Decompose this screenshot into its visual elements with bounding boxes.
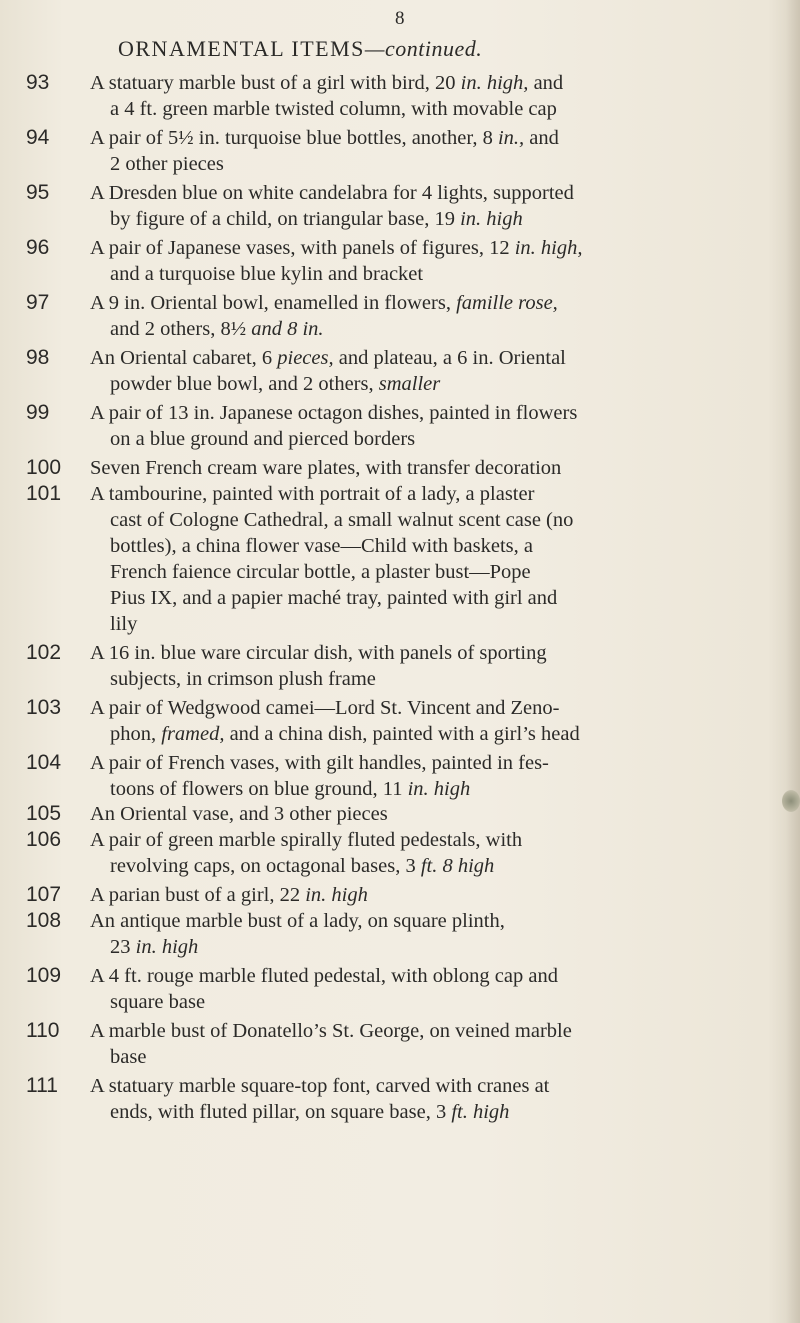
lot-number: 99 [26, 401, 50, 424]
lot-description-line: A tambourine, painted with portrait of a lady, a plaster [90, 483, 535, 505]
lot-description-line: A 4 ft. rouge marble fluted pedestal, with oblong cap and [90, 965, 558, 987]
lot-description-line: by figure of a child, on triangular base, 19 in. high [110, 208, 523, 230]
lot-description-line: A pair of 13 in. Japanese octagon dishes, painted in flowers [90, 402, 578, 424]
lot-description-line: and a turquoise blue kylin and bracket [110, 263, 424, 285]
lot-description [90, 882, 790, 908]
lot-description-line: Seven French cream ware plates, with transfer decoration [90, 457, 562, 479]
lot-description-line: A pair of 5½ in. turquoise blue bottles, another, 8 in., and [90, 127, 559, 149]
lot-number: 100 [26, 456, 62, 479]
lot-description [90, 695, 790, 747]
lot-description [90, 400, 790, 452]
lot-description-line: bottles), a china flower vase—Child with baskets, a [110, 535, 533, 557]
lot-description-line: An antique marble bust of a lady, on square plinth, [90, 910, 505, 932]
lot-description-line: A pair of French vases, with gilt handles, painted in fes- [90, 752, 549, 774]
lot-description-line: A 9 in. Oriental bowl, enamelled in flowers, famille rose, [90, 292, 558, 314]
lot-number: 101 [26, 482, 62, 505]
lot-description-line: An Oriental vase, and 3 other pieces [90, 803, 388, 825]
running-head-title: ORNAMENTAL ITEMS [118, 36, 365, 61]
lot-description-line: French faience circular bottle, a plaster bust—Pope [110, 561, 531, 583]
lot-description-line: A pair of Japanese vases, with panels of figures, 12 in. high, [90, 237, 583, 259]
lot-number: 105 [26, 802, 62, 825]
lot-description [90, 345, 790, 397]
lot-number: 107 [26, 883, 62, 906]
lot-description-line: A 16 in. blue ware circular dish, with panels of sporting [90, 642, 547, 664]
lot-description-line: An Oriental cabaret, 6 pieces, and plateau, a 6 in. Oriental [90, 347, 566, 369]
lot-description [90, 908, 790, 960]
lot-description [90, 640, 790, 692]
lot-number: 111 [26, 1074, 58, 1097]
lot-number: 102 [26, 641, 62, 664]
lot-number: 103 [26, 696, 62, 719]
lot-number: 108 [26, 909, 62, 932]
lot-description-line: A statuary marble bust of a girl with bird, 20 in. high, and [90, 72, 564, 94]
lot-description-line: Pius IX, and a papier maché tray, painted with girl and [110, 587, 558, 609]
lot-description-line: toons of flowers on blue ground, 11 in. high [110, 778, 471, 800]
lot-description-line: A pair of Wedgwood camei—Lord St. Vincent and Zeno- [90, 697, 560, 719]
lot-description-line: subjects, in crimson plush frame [110, 668, 376, 690]
running-head [0, 36, 800, 62]
lot-description-line: base [110, 1046, 147, 1068]
lot-description-line: A statuary marble square-top font, carved with cranes at [90, 1075, 550, 1097]
lot-description-line: A Dresden blue on white candelabra for 4 lights, supported [90, 182, 574, 204]
lot-number: 110 [26, 1019, 60, 1042]
lot-description [90, 455, 790, 481]
lot-number: 94 [26, 126, 50, 149]
lot-number: 109 [26, 964, 62, 987]
lot-number: 104 [26, 751, 62, 774]
lot-description-line: on a blue ground and pierced borders [110, 428, 416, 450]
lot-description-line: phon, framed, and a china dish, painted with a girl’s head [110, 723, 580, 745]
lot-description [90, 481, 790, 637]
page-number: 8 [395, 8, 405, 29]
lot-description-line: powder blue bowl, and 2 others, smaller [110, 373, 441, 395]
lot-number: 98 [26, 346, 50, 369]
lot-number: 96 [26, 236, 50, 259]
lot-description [90, 801, 790, 827]
running-head-continued: —continued. [364, 36, 483, 61]
lot-description-line: A pair of green marble spirally fluted pedestals, with [90, 829, 523, 851]
lot-description [90, 963, 790, 1015]
lot-description [90, 70, 790, 122]
lot-description-line: lily [110, 613, 138, 635]
lot-description [90, 1073, 790, 1125]
lot-description [90, 125, 790, 177]
lot-description-line: 23 in. high [110, 936, 199, 958]
lot-description-line: and 2 others, 8½ and 8 in. [110, 318, 324, 340]
lot-description [90, 290, 790, 342]
lot-description-line: ends, with fluted pillar, on square base, 3 ft. high [110, 1101, 510, 1123]
lot-description-line: revolving caps, on octagonal bases, 3 ft. 8 high [110, 855, 495, 877]
lot-number: 93 [26, 71, 50, 94]
lot-description [90, 1018, 790, 1070]
lot-description [90, 180, 790, 232]
lot-description [90, 750, 790, 802]
lot-description-line: cast of Cologne Cathedral, a small walnut scent case (no [110, 509, 574, 531]
lot-description [90, 235, 790, 287]
lot-number: 106 [26, 828, 62, 851]
lot-description-line: 2 other pieces [110, 153, 224, 175]
lot-description-line: A parian bust of a girl, 22 in. high [90, 884, 368, 906]
lot-number: 95 [26, 181, 50, 204]
lot-number: 97 [26, 291, 50, 314]
lot-description [90, 827, 790, 879]
lot-description-line: A marble bust of Donatello’s St. George, on veined marble [90, 1020, 572, 1042]
lot-description-line: a 4 ft. green marble twisted column, with movable cap [110, 98, 557, 120]
lot-description-line: square base [110, 991, 206, 1013]
